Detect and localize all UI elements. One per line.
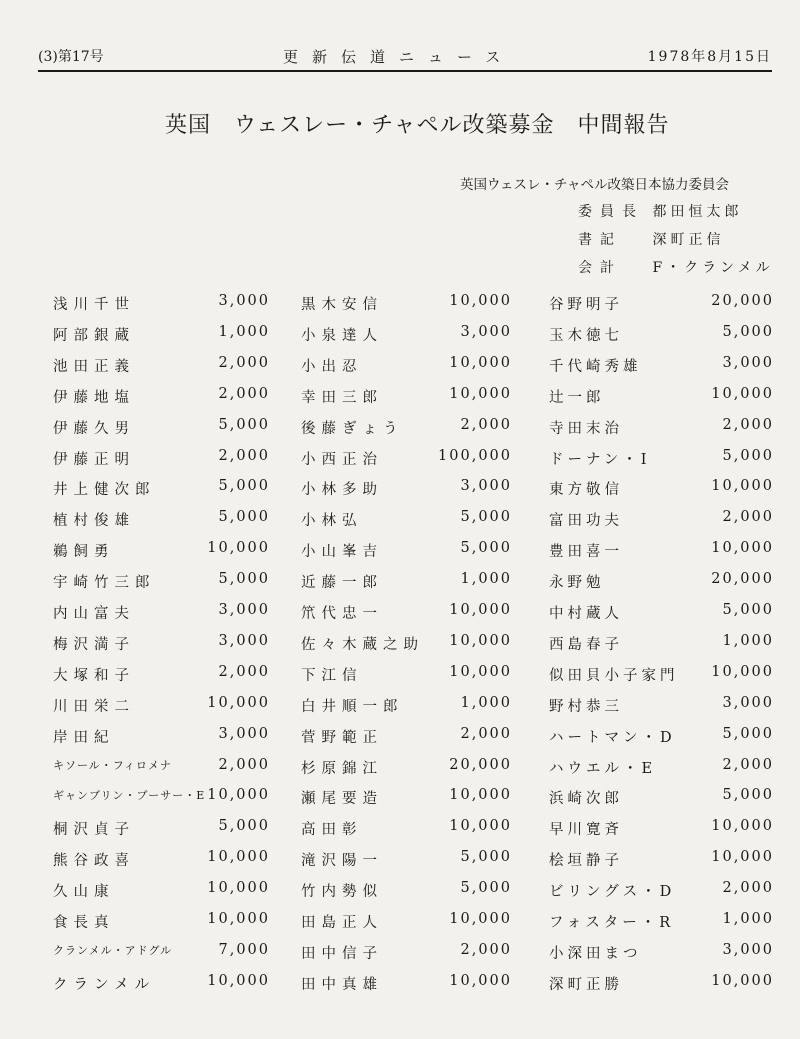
donor-name: 千代崎秀雄 bbox=[549, 358, 642, 375]
donor-name: 早川寛斉 bbox=[549, 822, 623, 839]
donation-amount: 2,000 bbox=[460, 416, 512, 433]
donor-name: クランメル bbox=[53, 976, 156, 993]
donation-amount: 10,000 bbox=[449, 354, 512, 371]
donor-row bbox=[0, 787, 800, 817]
donor-name: 瀬尾要造 bbox=[301, 791, 383, 808]
donor-name: 下江信 bbox=[301, 667, 363, 684]
donor-name: 小出忍 bbox=[301, 358, 363, 375]
donation-amount: 10,000 bbox=[449, 663, 512, 680]
donor-name: 阿部銀蔵 bbox=[53, 327, 135, 344]
donor-name: ビリングス・D bbox=[549, 884, 676, 901]
member-role: 委員長 bbox=[578, 204, 644, 220]
donation-amount: 5,000 bbox=[218, 818, 270, 835]
donor-name: 中村蔵人 bbox=[549, 606, 623, 622]
donor-row bbox=[0, 448, 800, 478]
donor-row bbox=[0, 478, 800, 508]
donor-name: 宇崎竹三郎 bbox=[53, 575, 156, 592]
donor-name: 鵜飼勇 bbox=[53, 544, 115, 561]
donor-name: 東方敬信 bbox=[549, 482, 623, 499]
donor-name: 小深田まつ bbox=[549, 945, 642, 962]
donor-name: 高田彰 bbox=[301, 822, 363, 839]
donation-amount: 10,000 bbox=[711, 972, 774, 989]
member-role: 会計 bbox=[578, 260, 622, 276]
donation-amount: 1,000 bbox=[722, 911, 774, 927]
donor-name: 伊藤久男 bbox=[53, 420, 135, 437]
donor-row bbox=[0, 602, 800, 632]
donor-name: 桐沢貞子 bbox=[53, 822, 135, 839]
donor-row bbox=[0, 973, 800, 1003]
donation-amount: 1,000 bbox=[460, 694, 512, 711]
donation-amount: 5,000 bbox=[722, 725, 774, 742]
donor-name: 食長真 bbox=[53, 915, 115, 931]
donation-amount: 5,000 bbox=[460, 540, 512, 557]
donation-amount: 3,000 bbox=[722, 694, 774, 711]
donor-name: 小泉達人 bbox=[301, 327, 383, 344]
donor-name: キソール・フィロメナ bbox=[53, 758, 172, 772]
donation-amount: 10,000 bbox=[207, 694, 270, 711]
donation-amount: 10,000 bbox=[711, 478, 774, 495]
donation-amount: 5,000 bbox=[218, 571, 270, 588]
donation-amount: 3,000 bbox=[722, 354, 774, 371]
donation-amount: 20,000 bbox=[711, 571, 774, 588]
donation-amount: 10,000 bbox=[207, 540, 270, 557]
donation-amount: 5,000 bbox=[722, 602, 774, 618]
donation-amount: 100,000 bbox=[438, 447, 512, 464]
donation-amount: 10,000 bbox=[207, 787, 270, 804]
donor-row bbox=[0, 726, 800, 756]
donor-name: クランメル・アドグル bbox=[53, 943, 173, 957]
donor-row bbox=[0, 293, 800, 323]
member-name: F・クランメル bbox=[652, 260, 774, 276]
donor-name: 内山富夫 bbox=[53, 606, 135, 622]
donation-amount: 3,000 bbox=[460, 323, 512, 340]
donation-amount: 1,000 bbox=[218, 323, 270, 340]
donation-amount: 5,000 bbox=[218, 416, 270, 433]
donation-amount: 5,000 bbox=[722, 787, 774, 804]
donor-name: 菅野範正 bbox=[301, 729, 383, 746]
donor-name: 池田正義 bbox=[53, 358, 135, 375]
donation-amount: 2,000 bbox=[460, 941, 512, 958]
donor-row bbox=[0, 664, 800, 694]
donor-name: 杉原錦江 bbox=[301, 760, 383, 777]
committee-member bbox=[578, 229, 724, 249]
donation-amount: 2,000 bbox=[218, 756, 270, 773]
donor-name: 後藤ぎょう bbox=[301, 420, 404, 437]
donor-row bbox=[0, 540, 800, 570]
donation-amount: 2,000 bbox=[218, 447, 270, 464]
donation-amount: 2,000 bbox=[722, 509, 774, 526]
donation-amount: 5,000 bbox=[460, 509, 512, 526]
donor-name: 黒木安信 bbox=[301, 297, 383, 313]
donor-name: ドーナン・I bbox=[549, 451, 651, 468]
donor-name: 岸田紀 bbox=[53, 729, 115, 746]
donation-amount: 10,000 bbox=[449, 293, 512, 309]
donation-amount: 5,000 bbox=[460, 880, 512, 897]
donation-amount: 3,000 bbox=[218, 602, 270, 618]
donor-name: 笊代忠一 bbox=[301, 606, 383, 622]
donor-name: 佐々木蔵之助 bbox=[301, 636, 424, 653]
donor-row bbox=[0, 849, 800, 879]
donation-amount: 10,000 bbox=[711, 818, 774, 835]
donor-name: 深町正勝 bbox=[549, 976, 623, 993]
donor-name: 浅川千世 bbox=[53, 297, 135, 313]
donor-row bbox=[0, 818, 800, 848]
donation-amount: 10,000 bbox=[711, 849, 774, 866]
donation-amount: 10,000 bbox=[449, 911, 512, 927]
donor-name: 小林多助 bbox=[301, 482, 383, 499]
issue-date: 1978年8月15日 bbox=[647, 49, 772, 65]
donation-amount: 1,000 bbox=[722, 632, 774, 649]
donor-row bbox=[0, 509, 800, 539]
issue-number: (3)第17号 bbox=[38, 49, 104, 65]
donation-amount: 2,000 bbox=[722, 756, 774, 773]
donor-name: 幸田三郎 bbox=[301, 389, 383, 406]
donor-name: 滝沢陽一 bbox=[301, 853, 383, 870]
donation-amount: 5,000 bbox=[218, 478, 270, 495]
donor-row bbox=[0, 417, 800, 447]
donor-name: 豊田喜一 bbox=[549, 544, 623, 561]
donor-name: 伊藤地塩 bbox=[53, 389, 135, 406]
donor-name: 浜崎次郎 bbox=[549, 791, 623, 808]
donor-row bbox=[0, 324, 800, 354]
committee-member bbox=[578, 201, 742, 221]
donor-name: 井上健次郎 bbox=[53, 482, 156, 499]
donor-row bbox=[0, 880, 800, 910]
committee-member bbox=[578, 257, 774, 277]
donation-amount: 10,000 bbox=[207, 849, 270, 866]
donor-name: 熊谷政喜 bbox=[53, 853, 135, 870]
donor-name: 野村恭三 bbox=[549, 698, 623, 715]
member-name: 都田恒太郎 bbox=[652, 204, 743, 220]
donation-amount: 2,000 bbox=[722, 880, 774, 897]
donation-amount: 2,000 bbox=[218, 385, 270, 402]
donor-row bbox=[0, 942, 800, 972]
header-rule bbox=[38, 70, 772, 72]
donor-name: フォスター・R bbox=[549, 915, 675, 931]
donor-row bbox=[0, 571, 800, 601]
donor-name: ハートマン・D bbox=[549, 729, 676, 746]
donation-amount: 10,000 bbox=[449, 818, 512, 835]
donor-name: 竹内勢似 bbox=[301, 884, 383, 901]
donation-amount: 10,000 bbox=[207, 972, 270, 989]
donation-amount: 5,000 bbox=[460, 849, 512, 866]
donation-amount: 3,000 bbox=[218, 632, 270, 649]
donor-name: 玉木徳七 bbox=[549, 327, 623, 344]
donor-name: ギャンブリン・ブーサー・E bbox=[53, 789, 206, 803]
donation-amount: 10,000 bbox=[207, 911, 270, 927]
donation-amount: 10,000 bbox=[449, 787, 512, 804]
donor-row bbox=[0, 695, 800, 725]
donation-amount: 10,000 bbox=[711, 663, 774, 680]
donor-name: 西島春子 bbox=[549, 636, 623, 653]
donor-name: 植村俊雄 bbox=[53, 513, 135, 530]
donor-name: 似田貝小子家門 bbox=[549, 667, 679, 684]
donor-name: 大塚和子 bbox=[53, 667, 135, 684]
donor-row bbox=[0, 911, 800, 941]
donation-amount: 3,000 bbox=[722, 941, 774, 958]
donation-amount: 5,000 bbox=[722, 447, 774, 464]
donation-amount: 1,000 bbox=[460, 571, 512, 588]
member-name: 深町正信 bbox=[652, 232, 725, 248]
donor-name: 近藤一郎 bbox=[301, 575, 383, 592]
donation-amount: 2,000 bbox=[218, 354, 270, 371]
donor-name: 辻一郎 bbox=[549, 389, 605, 406]
donation-amount: 10,000 bbox=[711, 540, 774, 557]
donation-amount: 2,000 bbox=[218, 663, 270, 680]
donor-row bbox=[0, 633, 800, 663]
donor-name: 永野勉 bbox=[549, 575, 605, 592]
donor-name: 久山康 bbox=[53, 884, 115, 901]
donor-name: 伊藤正明 bbox=[53, 451, 135, 468]
newspaper-name: 更新伝道ニュース bbox=[283, 48, 515, 66]
donation-amount: 2,000 bbox=[722, 416, 774, 433]
donation-amount: 10,000 bbox=[449, 632, 512, 649]
donor-name: 白井順一郎 bbox=[301, 698, 404, 715]
donor-row bbox=[0, 355, 800, 385]
donor-name: 富田功夫 bbox=[549, 513, 623, 530]
donor-name: 田中真雄 bbox=[301, 976, 383, 993]
donation-amount: 2,000 bbox=[460, 725, 512, 742]
donation-amount: 5,000 bbox=[722, 323, 774, 340]
donation-amount: 20,000 bbox=[449, 756, 512, 773]
donation-amount: 3,000 bbox=[218, 725, 270, 742]
donation-amount: 20,000 bbox=[711, 293, 774, 309]
donor-name: 小山峯吉 bbox=[301, 544, 383, 561]
donor-name: 梅沢満子 bbox=[53, 636, 135, 653]
donation-amount: 3,000 bbox=[218, 293, 270, 309]
donation-amount: 10,000 bbox=[207, 880, 270, 897]
member-role: 書記 bbox=[578, 232, 622, 248]
donation-amount: 10,000 bbox=[449, 972, 512, 989]
article-title: 英国 ウェスレー・チャペル改築募金 中間報告 bbox=[165, 113, 670, 138]
donation-amount: 5,000 bbox=[218, 509, 270, 526]
donor-name: 小林弘 bbox=[301, 513, 363, 530]
donor-name: 小西正治 bbox=[301, 451, 383, 468]
page-header bbox=[38, 46, 772, 70]
donor-name: 寺田末治 bbox=[549, 420, 623, 437]
donor-name: 田島正人 bbox=[301, 915, 383, 931]
donation-amount: 10,000 bbox=[711, 385, 774, 402]
donation-amount: 3,000 bbox=[460, 478, 512, 495]
donation-amount: 10,000 bbox=[449, 602, 512, 618]
donor-row bbox=[0, 386, 800, 416]
donor-name: 川田栄二 bbox=[53, 698, 135, 715]
donation-amount: 10,000 bbox=[449, 385, 512, 402]
committee-name: 英国ウェスレ・チャペル改築日本協力委員会 bbox=[460, 177, 730, 193]
donor-name: ハウエル・E bbox=[549, 760, 657, 777]
donor-name: 田中信子 bbox=[301, 945, 383, 962]
donor-name: 桧垣静子 bbox=[549, 853, 623, 870]
donation-amount: 7,000 bbox=[218, 941, 270, 958]
donor-name: 谷野明子 bbox=[549, 297, 623, 313]
donor-row bbox=[0, 757, 800, 787]
